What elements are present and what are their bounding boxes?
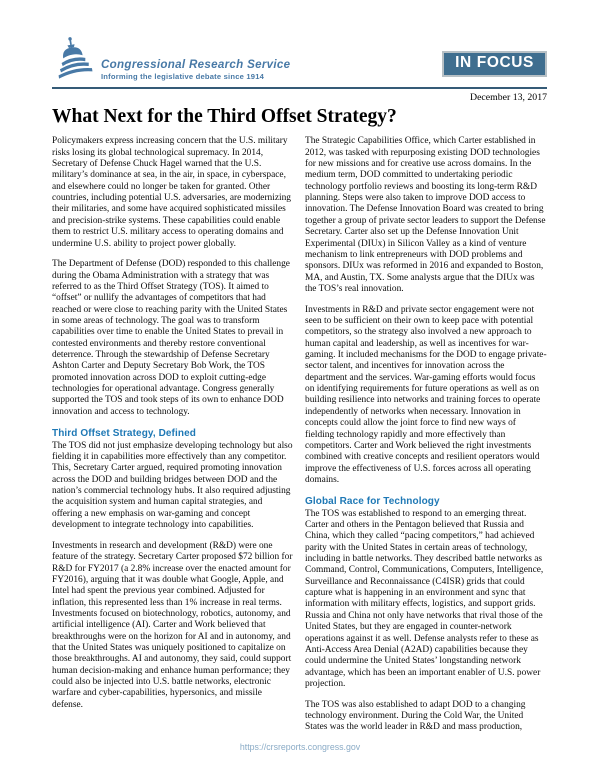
capitol-dome-icon bbox=[52, 30, 94, 85]
article-body bbox=[52, 136, 547, 743]
body-paragraph: The Department of Defense (DOD) responded to this challenge during the Obama Administration with a strategy that was referred to as the Third Offset Strategy (TOS). It aimed to “offset” or nullify the advantages of competitors that had reached or were close to reaching parity with the United States in some areas of technology. The goal was to transform capabilities over time to enable the United States to prevail in contested environments and thereby restore conventional deterrence. Through the stewardship of Defense Secretary Ashton Carter and Deputy Secretary Bob Work, the TOS promoted innovation across DOD to exploit cutting-edge technologies for operational advantage. Congress generally supported the TOS and took steps of its own to enhance DOD innovation and access to technology. bbox=[52, 259, 290, 417]
body-paragraph: The TOS did not just emphasize developing technology but also fielding it in capabilities more effectively than any competitor. This, Secretary Carter argued, required promoting innovation across the DOD and building bridges between DOD and the nation’s commercial technology hubs. It also required adjusting the acquisition system and human capital strategies, and offering a new emphasis on war-gaming and concept development to integrate technology into capabilities. bbox=[52, 440, 293, 531]
brand-block bbox=[101, 58, 290, 82]
body-paragraph: The Strategic Capabilities Office, which Carter established in 2012, was tasked with repurposing existing DOD technologies for new missions and for creative use across domains. In the medium term, DOD committed to undertaking periodic technology portfolio reviews and boosting its long-term R&D planning. Steps were also taken to improve DOD access to innovation. The Defense Innovation Board was created to bring together a group of private sector leaders to support the Defense Secretary. Carter also set up the Defense Innovation Unit Experimental (DIUx) in Silicon Valley as a kind of venture mechanism to link entrepreneurs with DOD problems and sponsors. DIUx was reformed in 2016 and expanded to Boston, MA, and Austin, TX. Some analysts argue that the DIUx was the TOS’s real innovation. bbox=[305, 136, 546, 294]
body-paragraph: Policymakers express increasing concern that the U.S. military risks losing its global technological supremacy. In 2014, Secretary of Defense Chuck Hagel warned that the U.S. military’s dominance at sea, in the air, in space, in cyberspace, and elsewhere could no longer be taken for granted. Other countries, including potential U.S. adversaries, are modernizing their militaries, and some have acquired sophisticated missiles and precision-strike systems. These capabilities could enable them to restrict U.S. military access to operating domains and undermine U.S. ability to project power globally. bbox=[52, 136, 291, 249]
body-paragraph: Investments in R&D and private sector engagement were not seen to be sufficient on their own to keep pace with potential competitors, so the strategy also involved a new approach to human capital and leadership, as well as incentives for war-gaming. It included mechanisms for the DOD to engage private-sector talent, and incentives for innovation across the department and the services. War-gaming efforts would focus on identifying requirements for future operations as well as on building resilience into networks and training forces to operate independently of networks when necessary. Innovation in concepts could allow the joint force to find new ways of fielding technology rapidly and more effectively than competitors. Carter and Work believed the right investments combined with creative concepts and resilient operators would improve the effectiveness of U.S. forces across all operating domains. bbox=[305, 304, 547, 485]
brand-name: Congressional Research Service bbox=[101, 57, 291, 71]
brand-tagline: Informing the legislative debate since 1914 bbox=[101, 72, 265, 81]
section-heading-third-offset-defined: Third Offset Strategy, Defined bbox=[52, 427, 196, 439]
page-footer bbox=[0, 737, 600, 755]
document-header bbox=[52, 30, 547, 85]
header-divider bbox=[52, 87, 547, 89]
body-paragraph: The TOS was also established to adapt DOD to a changing technology environment. During the Cold War, the United States was the world leader in R&D and mass production, bbox=[305, 699, 526, 733]
footer-url[interactable]: https://crsreports.congress.gov bbox=[239, 742, 361, 752]
body-paragraph: The TOS was established to respond to an emerging threat. Carter and others in the Pentagon believed that Russia and China, which they called “pacing competitors,” had achieved parity with the United States in certain areas of technology, including in battle networks. They described battle networks as Command, Control, Communications, Computers, Intelligence, Surveillance and Reconnaissance (C4ISR) grids that could capture what is happening in an environment and sync that information with military effects, logistics, and support grids. Russia and China not only have networks that rival those of the United States, but they are engaged in counter-network operations against it as well. Defense analysts refer to these as Anti-Access Area Denial (A2AD) capabilities because they could undermine the United States’ longstanding network advantage, which has been an important enabler of U.S. power projection. bbox=[305, 508, 544, 689]
body-paragraph: Investments in research and development (R&D) were one feature of the strategy. Secretary Carter proposed $72 billion for R&D for FY2017 (a 2.8% increase over the enacted amount for FY2016), arguing that it was double what Google, Apple, and Intel had spent the previous year combined. Adjusted for inflation, this represented less than 1% increase in real terms. Investments focused on biotechnology, robotics, autonomy, and artificial intelligence (AI). Carter and Work believed that breakthroughs were on the horizon for AI and in autonomy, and that the United States was uniquely positioned to capitalize on those breakthroughs. AI and autonomy, they said, could support human decision-making and enhance human performance; they could also be injected into U.S. battle networks, electronic warfare and cyber-capabilities, hypersonics, and missile defense. bbox=[52, 540, 293, 710]
in-focus-badge: IN FOCUS bbox=[442, 51, 547, 77]
section-heading-global-race: Global Race for Technology bbox=[305, 495, 440, 507]
page-title: What Next for the Third Offset Strategy? bbox=[52, 106, 397, 127]
document-date: December 13, 2017 bbox=[470, 92, 547, 103]
right-column bbox=[305, 136, 547, 743]
left-column bbox=[52, 136, 294, 743]
